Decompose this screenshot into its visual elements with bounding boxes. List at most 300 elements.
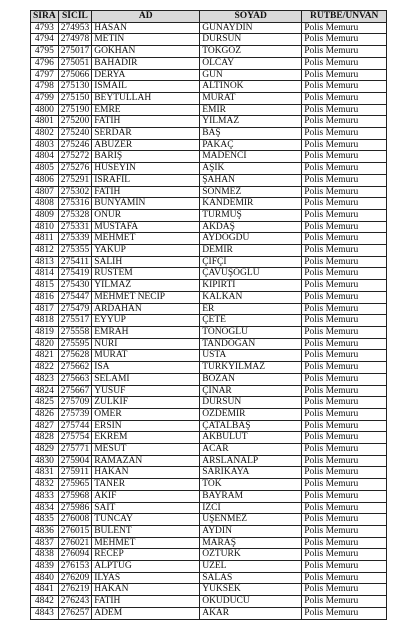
cell-sira: 4806 [31, 174, 59, 186]
cell-sicil: 275558 [58, 326, 92, 338]
cell-sicil: 276209 [58, 572, 92, 584]
cell-sira: 4841 [31, 584, 59, 596]
cell-rutbe: Polis Memuru [302, 81, 387, 93]
cell-rutbe: Polis Memuru [302, 186, 387, 198]
table-row [31, 514, 387, 526]
table-row [31, 397, 387, 409]
cell-sicil: 275965 [58, 479, 92, 491]
cell-sira: 4821 [31, 350, 59, 362]
cell-sicil: 274953 [58, 22, 92, 34]
cell-rutbe: Polis Memuru [302, 326, 387, 338]
table-row [31, 163, 387, 175]
cell-ad: SAİT [92, 502, 200, 514]
header-sicil: SİCİL [58, 11, 92, 23]
cell-ad: EMRE [92, 104, 200, 116]
cell-ad: FATİH [92, 596, 200, 608]
cell-sicil: 275663 [58, 373, 92, 385]
cell-sira: 4842 [31, 596, 59, 608]
cell-sira: 4812 [31, 245, 59, 257]
cell-ad: NURİ [92, 338, 200, 350]
table-row [31, 233, 387, 245]
cell-ad: İLYAS [92, 572, 200, 584]
table-row [31, 432, 387, 444]
cell-soyad: AKAR [200, 607, 302, 619]
table-row [31, 46, 387, 58]
cell-sira: 4817 [31, 303, 59, 315]
cell-soyad: MADENCİ [200, 151, 302, 163]
cell-sira: 4831 [31, 467, 59, 479]
cell-sicil: 275017 [58, 46, 92, 58]
cell-soyad: AŞIK [200, 163, 302, 175]
cell-sira: 4802 [31, 128, 59, 140]
cell-soyad: DURSUN [200, 397, 302, 409]
cell-soyad: OLCAY [200, 57, 302, 69]
cell-rutbe: Polis Memuru [302, 198, 387, 210]
cell-sira: 4819 [31, 326, 59, 338]
cell-sira: 4797 [31, 69, 59, 81]
cell-sira: 4828 [31, 432, 59, 444]
cell-soyad: ÜZEL [200, 561, 302, 573]
cell-soyad: DEMİR [200, 245, 302, 257]
cell-rutbe: Polis Memuru [302, 385, 387, 397]
cell-sira: 4799 [31, 92, 59, 104]
cell-soyad: ÖZDEMİR [200, 408, 302, 420]
cell-sira: 4807 [31, 186, 59, 198]
cell-ad: İSRAFİL [92, 174, 200, 186]
cell-sira: 4814 [31, 268, 59, 280]
cell-soyad: SALAS [200, 572, 302, 584]
cell-sicil: 275316 [58, 198, 92, 210]
table-row [31, 128, 387, 140]
header-ad: AD [92, 11, 200, 23]
cell-rutbe: Polis Memuru [302, 174, 387, 186]
cell-soyad: DURSUN [200, 34, 302, 46]
cell-ad: RÜSTEM [92, 268, 200, 280]
cell-soyad: YÜKSEK [200, 584, 302, 596]
cell-sira: 4835 [31, 514, 59, 526]
cell-sicil: 276015 [58, 525, 92, 537]
cell-sira: 4825 [31, 397, 59, 409]
cell-sicil: 275331 [58, 221, 92, 233]
cell-sicil: 276153 [58, 561, 92, 573]
cell-ad: YILMAZ [92, 280, 200, 292]
cell-sicil: 275200 [58, 116, 92, 128]
cell-ad: METİN [92, 34, 200, 46]
cell-sicil: 275419 [58, 268, 92, 280]
cell-rutbe: Polis Memuru [302, 291, 387, 303]
cell-ad: TUNCAY [92, 514, 200, 526]
cell-rutbe: Polis Memuru [302, 444, 387, 456]
table-row [31, 69, 387, 81]
cell-ad: ARDAHAN [92, 303, 200, 315]
cell-sicil: 275051 [58, 57, 92, 69]
cell-sira: 4840 [31, 572, 59, 584]
table-row [31, 268, 387, 280]
cell-rutbe: Polis Memuru [302, 561, 387, 573]
cell-rutbe: Polis Memuru [302, 584, 387, 596]
cell-sira: 4809 [31, 209, 59, 221]
cell-soyad: MARAŞ [200, 537, 302, 549]
cell-soyad: GÜNAYDIN [200, 22, 302, 34]
cell-ad: MEHMET [92, 537, 200, 549]
table-row [31, 561, 387, 573]
header-sira: SIRA [31, 11, 59, 23]
cell-soyad: ÇATALBAŞ [200, 420, 302, 432]
cell-rutbe: Polis Memuru [302, 537, 387, 549]
cell-ad: SELAMİ [92, 373, 200, 385]
cell-rutbe: Polis Memuru [302, 479, 387, 491]
header-row [31, 11, 387, 23]
cell-ad: BÜNYAMİN [92, 198, 200, 210]
cell-sicil: 274978 [58, 34, 92, 46]
table-row [31, 81, 387, 93]
cell-soyad: EMİR [200, 104, 302, 116]
cell-sicil: 275430 [58, 280, 92, 292]
table-row [31, 338, 387, 350]
table-row [31, 151, 387, 163]
cell-rutbe: Polis Memuru [302, 268, 387, 280]
cell-sicil: 275130 [58, 81, 92, 93]
cell-ad: ÖMER [92, 408, 200, 420]
table-row [31, 174, 387, 186]
cell-soyad: ÜŞENMEZ [200, 514, 302, 526]
cell-ad: MESUT [92, 444, 200, 456]
cell-sira: 4827 [31, 420, 59, 432]
cell-ad: HAKAN [92, 467, 200, 479]
cell-sicil: 276219 [58, 584, 92, 596]
cell-rutbe: Polis Memuru [302, 432, 387, 444]
table-row [31, 198, 387, 210]
cell-rutbe: Polis Memuru [302, 315, 387, 327]
cell-ad: FATİH [92, 186, 200, 198]
cell-ad: SALİH [92, 256, 200, 268]
cell-ad: İSA [92, 362, 200, 374]
cell-rutbe: Polis Memuru [302, 46, 387, 58]
cell-sira: 4826 [31, 408, 59, 420]
table-row [31, 350, 387, 362]
cell-sira: 4830 [31, 455, 59, 467]
cell-ad: AKİF [92, 490, 200, 502]
cell-sicil: 275479 [58, 303, 92, 315]
cell-ad: MUSTAFA [92, 221, 200, 233]
cell-soyad: ÇINAR [200, 385, 302, 397]
cell-ad: MURAT [92, 350, 200, 362]
cell-sicil: 275291 [58, 174, 92, 186]
cell-ad: SERDAR [92, 128, 200, 140]
cell-soyad: BOZAN [200, 373, 302, 385]
cell-rutbe: Polis Memuru [302, 455, 387, 467]
cell-soyad: YILMAZ [200, 116, 302, 128]
cell-ad: ZÜLKİF [92, 397, 200, 409]
table-row [31, 537, 387, 549]
cell-rutbe: Polis Memuru [302, 92, 387, 104]
cell-sira: 4796 [31, 57, 59, 69]
cell-soyad: TONOĞLU [200, 326, 302, 338]
cell-ad: BARIŞ [92, 151, 200, 163]
cell-sira: 4820 [31, 338, 59, 350]
table-row [31, 408, 387, 420]
table-row [31, 22, 387, 34]
cell-soyad: AYDOĞDU [200, 233, 302, 245]
cell-soyad: BAYRAM [200, 490, 302, 502]
cell-rutbe: Polis Memuru [302, 280, 387, 292]
cell-sira: 4816 [31, 291, 59, 303]
table-row [31, 315, 387, 327]
table-row [31, 584, 387, 596]
cell-sicil: 275739 [58, 408, 92, 420]
cell-rutbe: Polis Memuru [302, 256, 387, 268]
header-soyad: SOYAD [200, 11, 302, 23]
cell-sicil: 275904 [58, 455, 92, 467]
cell-sicil: 275754 [58, 432, 92, 444]
cell-soyad: ŞAHAN [200, 174, 302, 186]
cell-rutbe: Polis Memuru [302, 303, 387, 315]
cell-sicil: 275190 [58, 104, 92, 116]
table-row [31, 444, 387, 456]
cell-rutbe: Polis Memuru [302, 104, 387, 116]
table-row [31, 116, 387, 128]
cell-sira: 4795 [31, 46, 59, 58]
cell-sicil: 275328 [58, 209, 92, 221]
cell-soyad: KANDEMİR [200, 198, 302, 210]
table-row [31, 467, 387, 479]
cell-ad: ALPTUĞ [92, 561, 200, 573]
cell-sira: 4813 [31, 256, 59, 268]
table-row [31, 326, 387, 338]
cell-sicil: 276094 [58, 549, 92, 561]
table-row [31, 455, 387, 467]
cell-rutbe: Polis Memuru [302, 408, 387, 420]
cell-ad: ERSİN [92, 420, 200, 432]
cell-rutbe: Polis Memuru [302, 420, 387, 432]
table-row [31, 303, 387, 315]
cell-soyad: OKUDUCU [200, 596, 302, 608]
cell-soyad: AKBULUT [200, 432, 302, 444]
cell-rutbe: Polis Memuru [302, 233, 387, 245]
cell-rutbe: Polis Memuru [302, 607, 387, 619]
cell-ad: HAKAN [92, 584, 200, 596]
cell-rutbe: Polis Memuru [302, 467, 387, 479]
cell-ad: MEHMET [92, 233, 200, 245]
cell-sicil: 275968 [58, 490, 92, 502]
cell-rutbe: Polis Memuru [302, 245, 387, 257]
cell-soyad: SARIKAYA [200, 467, 302, 479]
cell-sicil: 275066 [58, 69, 92, 81]
cell-soyad: İZCİ [200, 502, 302, 514]
cell-soyad: TOK [200, 479, 302, 491]
cell-soyad: TANDOĞAN [200, 338, 302, 350]
cell-sira: 4837 [31, 537, 59, 549]
table-row [31, 572, 387, 584]
cell-soyad: BAŞ [200, 128, 302, 140]
table-body [31, 22, 387, 619]
cell-sicil: 275667 [58, 385, 92, 397]
cell-rutbe: Polis Memuru [302, 514, 387, 526]
cell-sicil: 275240 [58, 128, 92, 140]
cell-rutbe: Polis Memuru [302, 163, 387, 175]
cell-sira: 4808 [31, 198, 59, 210]
table-row [31, 92, 387, 104]
cell-rutbe: Polis Memuru [302, 116, 387, 128]
table-row [31, 607, 387, 619]
cell-ad: BEYTULLAH [92, 92, 200, 104]
cell-sicil: 275447 [58, 291, 92, 303]
cell-sira: 4838 [31, 549, 59, 561]
cell-sicil: 275517 [58, 315, 92, 327]
cell-rutbe: Polis Memuru [302, 57, 387, 69]
cell-sira: 4803 [31, 139, 59, 151]
table-row [31, 209, 387, 221]
cell-rutbe: Polis Memuru [302, 22, 387, 34]
table-row [31, 139, 387, 151]
cell-rutbe: Polis Memuru [302, 221, 387, 233]
cell-soyad: ARSLANALP [200, 455, 302, 467]
cell-ad: ONUR [92, 209, 200, 221]
cell-sicil: 275355 [58, 245, 92, 257]
cell-rutbe: Polis Memuru [302, 525, 387, 537]
cell-soyad: MURAT [200, 92, 302, 104]
cell-rutbe: Polis Memuru [302, 209, 387, 221]
table-row [31, 221, 387, 233]
cell-sira: 4832 [31, 479, 59, 491]
cell-ad: YAKUP [92, 245, 200, 257]
cell-sicil: 275339 [58, 233, 92, 245]
cell-soyad: KALKAN [200, 291, 302, 303]
table-row [31, 525, 387, 537]
cell-soyad: TOKGÖZ [200, 46, 302, 58]
cell-ad: BÜLENT [92, 525, 200, 537]
cell-rutbe: Polis Memuru [302, 490, 387, 502]
cell-soyad: PAKAÇ [200, 139, 302, 151]
cell-sira: 4793 [31, 22, 59, 34]
cell-sira: 4843 [31, 607, 59, 619]
cell-ad: HASAN [92, 22, 200, 34]
cell-rutbe: Polis Memuru [302, 34, 387, 46]
table-row [31, 291, 387, 303]
cell-ad: YUSUF [92, 385, 200, 397]
cell-sira: 4804 [31, 151, 59, 163]
cell-rutbe: Polis Memuru [302, 151, 387, 163]
cell-ad: ABUZER [92, 139, 200, 151]
cell-sira: 4810 [31, 221, 59, 233]
cell-sira: 4836 [31, 525, 59, 537]
cell-rutbe: Polis Memuru [302, 139, 387, 151]
table-row [31, 34, 387, 46]
cell-sira: 4801 [31, 116, 59, 128]
cell-soyad: AKDAŞ [200, 221, 302, 233]
cell-ad: MEHMET NECİP [92, 291, 200, 303]
cell-rutbe: Polis Memuru [302, 128, 387, 140]
cell-rutbe: Polis Memuru [302, 362, 387, 374]
table-row [31, 104, 387, 116]
cell-sira: 4834 [31, 502, 59, 514]
cell-sicil: 275709 [58, 397, 92, 409]
cell-sira: 4823 [31, 373, 59, 385]
cell-sicil: 275986 [58, 502, 92, 514]
cell-sicil: 276021 [58, 537, 92, 549]
cell-ad: GÖKHAN [92, 46, 200, 58]
table-row [31, 479, 387, 491]
cell-ad: DERYA [92, 69, 200, 81]
cell-sira: 4818 [31, 315, 59, 327]
cell-ad: TANER [92, 479, 200, 491]
cell-ad: İSMAİL [92, 81, 200, 93]
cell-soyad: ER [200, 303, 302, 315]
cell-rutbe: Polis Memuru [302, 549, 387, 561]
cell-ad: EMRAH [92, 326, 200, 338]
cell-sira: 4794 [31, 34, 59, 46]
cell-sicil: 275272 [58, 151, 92, 163]
cell-sicil: 275744 [58, 420, 92, 432]
cell-rutbe: Polis Memuru [302, 338, 387, 350]
cell-rutbe: Polis Memuru [302, 596, 387, 608]
cell-ad: EKREM [92, 432, 200, 444]
cell-sicil: 276243 [58, 596, 92, 608]
cell-soyad: ÇETE [200, 315, 302, 327]
cell-sicil: 275276 [58, 163, 92, 175]
cell-soyad: KIPIRTI [200, 280, 302, 292]
cell-ad: FATİH [92, 116, 200, 128]
cell-rutbe: Polis Memuru [302, 350, 387, 362]
table-row [31, 280, 387, 292]
cell-sicil: 275771 [58, 444, 92, 456]
cell-rutbe: Polis Memuru [302, 373, 387, 385]
cell-rutbe: Polis Memuru [302, 502, 387, 514]
cell-soyad: ÖZTÜRK [200, 549, 302, 561]
cell-soyad: ACAR [200, 444, 302, 456]
table-row [31, 385, 387, 397]
cell-sira: 4798 [31, 81, 59, 93]
cell-sicil: 275595 [58, 338, 92, 350]
personnel-table [30, 10, 387, 620]
table-row [31, 490, 387, 502]
cell-sira: 4800 [31, 104, 59, 116]
cell-soyad: ÇAVUŞOĞLU [200, 268, 302, 280]
cell-ad: HÜSEYİN [92, 163, 200, 175]
cell-ad: BAHADIR [92, 57, 200, 69]
cell-sira: 4805 [31, 163, 59, 175]
cell-sira: 4829 [31, 444, 59, 456]
cell-sicil: 275411 [58, 256, 92, 268]
cell-ad: EYYÜP [92, 315, 200, 327]
header-rutbe: RÜTBE/UNVAN [302, 11, 387, 23]
cell-sira: 4822 [31, 362, 59, 374]
cell-sicil: 275662 [58, 362, 92, 374]
cell-sicil: 275150 [58, 92, 92, 104]
cell-soyad: AYDIN [200, 525, 302, 537]
cell-sicil: 276257 [58, 607, 92, 619]
cell-soyad: TÜRKYILMAZ [200, 362, 302, 374]
cell-rutbe: Polis Memuru [302, 397, 387, 409]
cell-sicil: 275246 [58, 139, 92, 151]
table-row [31, 57, 387, 69]
cell-soyad: SÖNMEZ [200, 186, 302, 198]
table-row [31, 362, 387, 374]
cell-sira: 4811 [31, 233, 59, 245]
cell-soyad: GÜN [200, 69, 302, 81]
table-row [31, 549, 387, 561]
cell-soyad: ALTINOK [200, 81, 302, 93]
table-row [31, 373, 387, 385]
table-row [31, 596, 387, 608]
table-row [31, 245, 387, 257]
cell-sicil: 276008 [58, 514, 92, 526]
cell-sira: 4815 [31, 280, 59, 292]
cell-ad: ADEM [92, 607, 200, 619]
cell-rutbe: Polis Memuru [302, 69, 387, 81]
cell-sicil: 275911 [58, 467, 92, 479]
table-row [31, 256, 387, 268]
